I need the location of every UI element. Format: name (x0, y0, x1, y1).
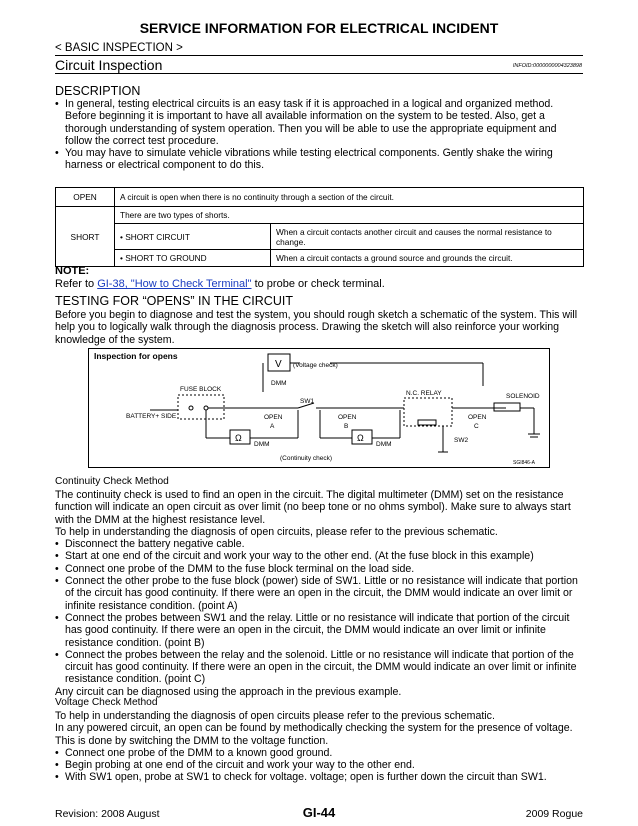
footer-model: 2009 Rogue (525, 808, 583, 820)
description-body (55, 98, 585, 172)
continuity-outro: Any circuit can be diagnosed using the approach in the previous example. (55, 685, 402, 698)
sw1-label: SW1 (300, 398, 315, 405)
open-label: OPEN (56, 188, 115, 207)
bullet-icon: • (55, 759, 59, 772)
voltmeter-symbol: V (275, 359, 282, 370)
short-ground-label: SHORT TO GROUND (125, 253, 207, 263)
voltage-heading: Voltage Check Method (55, 697, 158, 708)
open-description: A circuit is open when there is no continuity through a section of the circuit. (115, 188, 584, 207)
fuse-block-label: FUSE BLOCK (180, 386, 222, 393)
description-bullet: • You may have to simulate vehicle vibrations while testing electrical components. Gently shake the wiring harness or electrical component to do this. (55, 147, 553, 172)
open-c-label: OPEN (468, 414, 487, 421)
breadcrumb: < BASIC INSPECTION > (55, 42, 183, 54)
short-ground-desc: When a circuit contacts a ground source and grounds the circuit. (271, 250, 584, 267)
dmm-label-a: DMM (254, 441, 270, 448)
short-ground-cell: • SHORT TO GROUND (115, 250, 271, 267)
open-b-label: OPEN (338, 414, 357, 421)
bullet-icon: • (55, 746, 59, 759)
bullet-icon: • (55, 98, 59, 110)
short-circuit-cell: • SHORT CIRCUIT (115, 224, 271, 250)
continuity-body (55, 489, 585, 698)
continuity-bullet: • Connect the probes between the relay and the solenoid. Little or no resistance will indicate that portion of the circuit has good continuity. If there were an open in the circuit, the DMM would indicate an over limit or infinite resistance condition. (point C) (55, 648, 577, 686)
voltage-body (55, 710, 585, 784)
note-text: Refer to GI-38, "How to Check Terminal" to probe or check terminal. (55, 278, 385, 290)
voltage-bullet: • Begin probing at one end of the circuit and work your way to the other end. (55, 759, 415, 772)
battery-side-label: BATTERY+ SIDE (126, 413, 177, 420)
page-header-title: SERVICE INFORMATION FOR ELECTRICAL INCIDENT (139, 20, 499, 36)
continuity-check-label: (Continuity check) (280, 455, 333, 462)
voltage-line: In any powered circuit, an open can be found by methodically checking the system for the presence of voltage. (55, 722, 573, 735)
continuity-heading: Continuity Check Method (55, 476, 169, 487)
testing-intro: Before you begin to diagnose and test the system, you should rough sketch a schematic of the system. This will help you to logically walk through the diagnosis process. Drawing the sketch will also reinforce your working knowledge of the system. (55, 309, 578, 346)
bullet-icon: • (55, 538, 59, 551)
bullet-icon: • (55, 611, 59, 624)
open-a-label: OPEN (264, 414, 283, 421)
continuity-intro: The continuity check is used to find an open in the circuit. The digital multimeter (DMM) set on the resistance function will indicate an open circuit as over limit (no beep tone or no ohms symbol). Make sure to always start with the DMM at the highest resistance level. (55, 489, 571, 526)
dmm-label-top: DMM (271, 380, 287, 387)
continuity-bullet: • Connect one probe of the DMM to the fuse block terminal on the load side. (55, 562, 415, 575)
bullet-icon: • (55, 562, 59, 575)
info-id: INFOID:0000000004323898 (512, 63, 582, 69)
footer-revision: Revision: 2008 August (55, 808, 160, 820)
solenoid-label: SOLENOID (506, 393, 540, 400)
ohm-symbol: Ω (357, 433, 364, 443)
short-circuit-label: SHORT CIRCUIT (125, 231, 190, 242)
continuity-lead: To help in understanding the diagnosis of open circuits, please refer to the previous schematic. (55, 525, 498, 538)
bullet-icon: • (55, 147, 59, 160)
continuity-bullet: • Connect the probes between SW1 and the relay. Little or no resistance will indicate that portion of the circuit has good continuity. If there were an open in the circuit, the DMM would indicate an over limit or infinite resistance condition. (point B) (55, 611, 570, 649)
open-b-letter: B (344, 423, 349, 430)
open-a-letter: A (270, 423, 275, 430)
inspection-diagram (88, 348, 550, 468)
dmm-label-b: DMM (376, 441, 392, 448)
voltage-bullet: • Connect one probe of the DMM to a known good ground. (55, 746, 333, 759)
ohm-symbol: Ω (235, 433, 242, 443)
description-heading: DESCRIPTION (55, 84, 141, 98)
footer-page-number: GI-44 (302, 805, 336, 820)
bullet-icon: • (55, 575, 59, 588)
figure-code: SGI846-A (513, 460, 535, 466)
open-c-letter: C (474, 423, 479, 430)
diagram-title: Inspection for opens (94, 351, 178, 361)
voltage-bullet: • With SW1 open, probe at SW1 to check for voltage. voltage; open is further down the circuit than SW1. (55, 771, 547, 784)
testing-heading: TESTING FOR “OPENS” IN THE CIRCUIT (55, 294, 293, 308)
note-heading: NOTE: (55, 265, 90, 277)
continuity-bullet: • Start at one end of the circuit and work your way to the other end. (At the fuse block in this example) (55, 550, 534, 563)
short-label: SHORT (56, 207, 115, 267)
continuity-bullet: • Disconnect the battery negative cable. (55, 538, 245, 551)
short-circuit-desc: When a circuit contacts another circuit and causes the normal resistance to change. (271, 224, 584, 250)
short-intro: There are two types of shorts. (115, 207, 584, 224)
continuity-bullet: • Connect the other probe to the fuse block (power) side of SW1. Little or no resistance will indicate that portion of the circuit has good continuity. If there were an open in the circuit, the DMM would indicate an over limit or infinite resistance condition. (point A) (55, 575, 578, 612)
description-bullet: • In general, testing electrical circuits is an easy task if it is approached in a logical and organized method. Before beginning it is important to have all available information on the system to be tested. Also, get a thorough understanding of system operation. Then you will be able to use the appropriate equipment and follow the correct test procedure. (55, 98, 557, 147)
voltage-check-label: (Voltage check) (293, 362, 338, 369)
open-short-table (55, 187, 584, 267)
relay-label: N.C. RELAY (406, 390, 442, 397)
voltage-line: To help in understanding the diagnosis of open circuits please refer to the previous schematic. (55, 710, 495, 722)
section-divider (55, 73, 583, 74)
bullet-icon: • (55, 550, 59, 563)
voltage-line: This is done by switching the DMM to the voltage function. (55, 734, 329, 747)
section-title: Circuit Inspection (55, 57, 163, 73)
bullet-icon: • (55, 771, 59, 784)
bullet-icon: • (55, 648, 59, 661)
how-to-check-terminal-link[interactable]: GI-38, "How to Check Terminal" (97, 278, 252, 290)
sw2-label: SW2 (454, 437, 469, 444)
header-divider (55, 55, 583, 56)
